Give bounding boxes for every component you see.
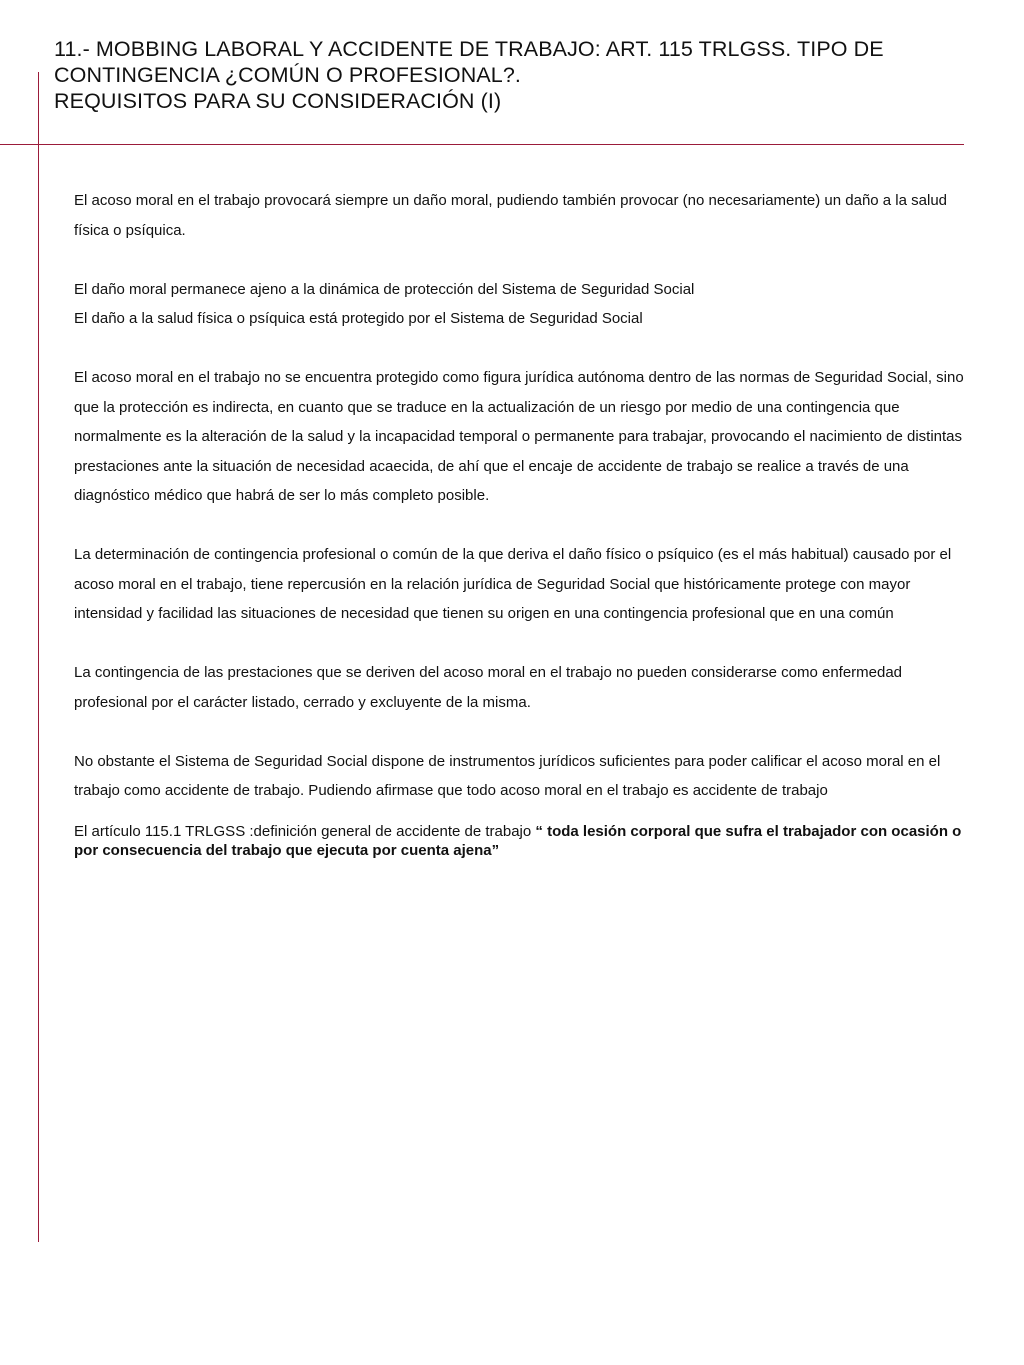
paragraph-work-accident-qualification: No obstante el Sistema de Seguridad Social dispone de instrumentos jurídicos suficientes para poder calificar el acoso moral en el trabajo como accidente de trabajo. Pudiendo afirmase que todo acoso moral en el trabajo es accidente de trabajo bbox=[74, 752, 941, 799]
paragraph-contingency-determination: La determinación de contingencia profesional o común de la que deriva el daño físico o psíquico (es el más habitual) causado por el acoso moral en el trabajo, tiene repercusión en la relación jurídica de Seguridad Social que históricamente protege con mayor intensidad y facilidad las situaciones de necesidad que tienen su origen en una contingencia profesional que en una común bbox=[74, 546, 952, 622]
paragraph-article-definition bbox=[74, 822, 974, 860]
slide-body bbox=[74, 186, 974, 860]
horizontal-accent-rule bbox=[0, 144, 964, 145]
paragraph-moral-damage: El acoso moral en el trabajo provocará siempre un daño moral, pudiendo también provocar (no necesariamente) un daño a la salud física o psíquica. bbox=[74, 192, 948, 239]
slide-title-line-2: CONTINGENCIA ¿COMÚN O PROFESIONAL?. bbox=[54, 63, 521, 87]
paragraph-health-damage-protected: El daño a la salud física o psíquica está protegido por el Sistema de Seguridad Social bbox=[74, 310, 643, 327]
slide-title-line-3: REQUISITOS PARA SU CONSIDERACIÓN (I) bbox=[54, 89, 502, 113]
paragraph-spacer bbox=[74, 511, 974, 541]
paragraph-moral-damage-unprotected: El daño moral permanece ajeno a la dinámica de protección del Sistema de Seguridad Social bbox=[74, 280, 695, 298]
paragraph-spacer bbox=[74, 717, 974, 747]
slide-title-line-1: 11.- MOBBING LABORAL Y ACCIDENTE DE TRABAJO: ART. 115 TRLGSS. TIPO DE bbox=[54, 37, 884, 61]
paragraph-spacer bbox=[74, 334, 974, 364]
paragraph-not-occupational-disease: La contingencia de las prestaciones que se deriven del acoso moral en el trabajo no pueden considerarse como enfermedad profesional por el carácter listado, cerrado y excluyente de la misma. bbox=[74, 664, 903, 711]
article-definition-quote: “ toda lesión corporal que sufra el trabajador con ocasión o por consecuencia del trabajo que ejecuta por cuenta ajena” bbox=[74, 822, 962, 859]
paragraph-spacer bbox=[74, 806, 974, 822]
paragraph-spacer bbox=[74, 245, 974, 275]
paragraph-indirect-protection: El acoso moral en el trabajo no se encuentra protegido como figura jurídica autónoma dentro de las normas de Seguridad Social, sino que la protección es indirecta, en cuanto que se traduce en la actualización de un riesgo por medio de una contingencia que normalmente es la alteración de la salud y la incapacidad temporal o permanente para trabajar, provocando el nacimiento de distintas prestaciones ante la situación de necesidad acaecida, de ahí que el encaje de accidente de trabajo se realice a través de una diagnóstico médico que habrá de ser lo más completo posible. bbox=[74, 369, 964, 504]
article-definition-intro: El artículo 115.1 TRLGSS :definición general de accidente de trabajo bbox=[74, 822, 536, 840]
paragraph-spacer bbox=[74, 629, 974, 659]
vertical-accent-rule bbox=[38, 72, 39, 1242]
slide-title bbox=[54, 36, 974, 114]
